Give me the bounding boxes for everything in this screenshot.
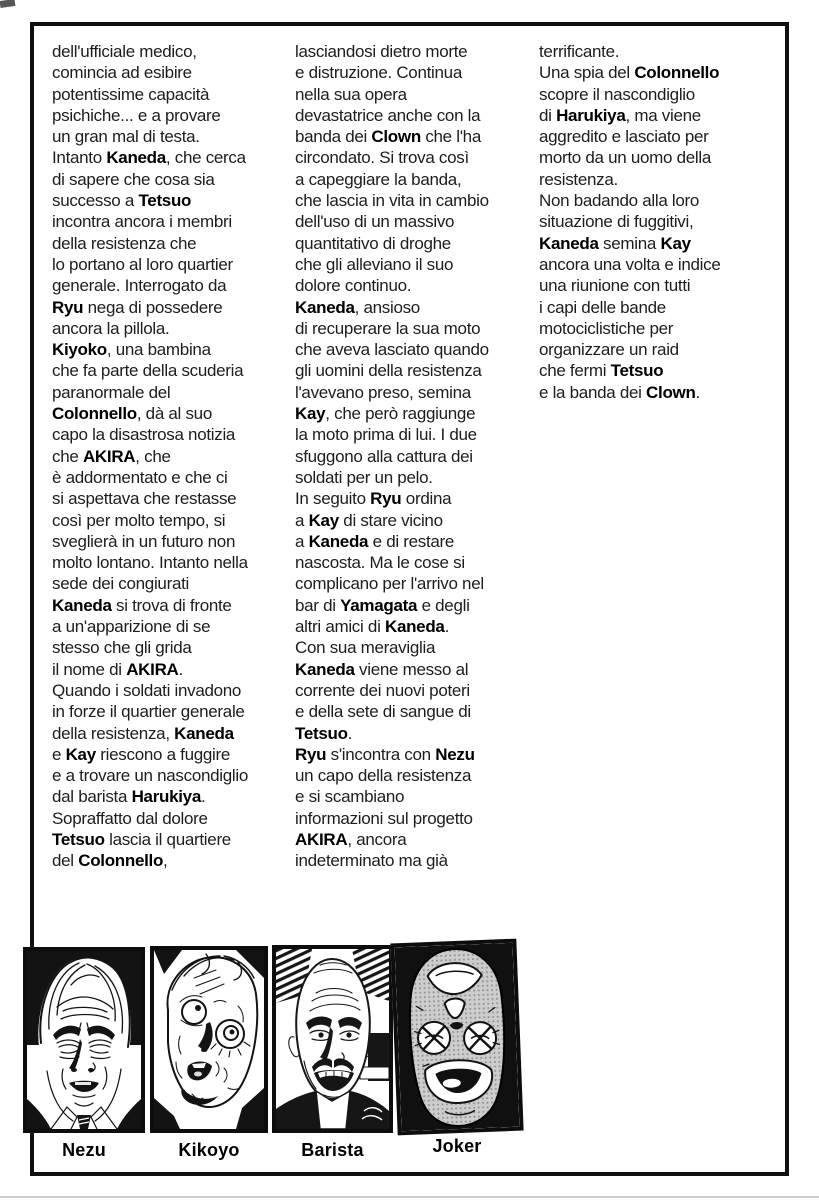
text-segment: dolore continuo. [295, 276, 412, 296]
text-segment: . [178, 659, 183, 679]
text-line [295, 786, 489, 807]
text-line [52, 637, 248, 658]
text-segment: e a trovare un nascondiglio [52, 766, 249, 786]
text-line [295, 297, 489, 318]
text-segment: ordina [401, 489, 452, 509]
text-segment: che fermi [539, 361, 611, 381]
text-segment: situazione di fuggitivi, [539, 212, 694, 232]
text-line [52, 850, 248, 871]
text-segment: di sapere che cosa sia [52, 169, 215, 189]
text-segment: . [444, 617, 450, 637]
text-line [295, 808, 489, 829]
text-segment: che fa parte della scuderia [52, 361, 244, 381]
character-name-bold: Colonnello [634, 63, 720, 83]
character-name-bold: Clown [371, 127, 421, 147]
text-segment: dal barista [52, 787, 132, 807]
text-segment: dell'ufficiale medico, [52, 42, 197, 61]
text-line [539, 254, 721, 275]
text-line [295, 829, 489, 850]
text-line [52, 531, 248, 552]
text-line [52, 446, 248, 467]
character-name-bold: Kiyoko [52, 340, 107, 360]
character-name-bold: Kay [660, 233, 691, 253]
text-line [52, 41, 248, 62]
text-segment: i capi delle bande [539, 297, 666, 317]
text-line [539, 318, 721, 339]
text-line [52, 126, 248, 147]
text-segment: , dà al suo [136, 404, 212, 424]
text-line [295, 531, 489, 552]
text-segment: banda dei [295, 127, 372, 147]
text-segment: , che [135, 446, 171, 466]
text-segment: complicano per l'arrivo nel [295, 574, 484, 594]
character-name-bold: Kaneda [295, 659, 355, 679]
character-name-bold: Tetsuo [52, 829, 105, 849]
text-segment: lasciandosi dietro morte [295, 42, 468, 61]
character-name-bold: Kaneda [308, 531, 369, 551]
text-segment: riescono a fuggire [95, 744, 231, 764]
character-name-bold: Tetsuo [138, 191, 192, 211]
character-name-bold: Kaneda [174, 723, 234, 743]
text-segment: aggredito e lasciato per [539, 127, 709, 147]
text-segment: e [52, 744, 66, 764]
text-line [52, 318, 248, 339]
character-name-bold: Harukiya [556, 105, 626, 125]
character-name-bold: Ryu [295, 744, 327, 764]
text-line [52, 62, 248, 83]
text-segment: . [200, 787, 206, 807]
character-name-bold: Tetsuo [610, 361, 664, 381]
text-line [295, 41, 489, 62]
text-segment: paranormale del [52, 382, 171, 402]
text-line [295, 701, 489, 722]
text-line [295, 595, 489, 616]
text-segment: del [52, 851, 79, 871]
text-segment: nella sua opera [295, 84, 407, 104]
text-segment: semina [598, 233, 661, 253]
text-line [52, 382, 248, 403]
text-segment: , che però raggiunge [325, 404, 476, 424]
text-segment: nega di possedere [83, 297, 223, 317]
text-segment: il nome di [52, 659, 127, 679]
text-segment: altri amici di [295, 617, 385, 637]
character-name-bold: Ryu [52, 297, 84, 317]
text-line [52, 169, 248, 190]
text-line [539, 84, 721, 105]
character-name-bold: Nezu [435, 744, 475, 764]
text-line [295, 339, 489, 360]
text-line [52, 147, 248, 168]
text-segment: e si scambiano [295, 787, 405, 807]
text-segment: soldati per un pelo. [295, 467, 433, 487]
text-segment: . [347, 723, 353, 743]
text-segment: di recuperare la sua moto [295, 318, 481, 338]
text-segment: l'avevano preso, semina [295, 382, 471, 402]
text-line [295, 84, 489, 105]
character-name-bold: Tetsuo [295, 723, 348, 743]
text-segment: indeterminato ma già [295, 851, 448, 871]
text-segment: resistenza. [539, 169, 618, 189]
text-line [295, 637, 489, 658]
text-line [52, 786, 248, 807]
text-segment: così per molto tempo, si [52, 510, 226, 530]
text-segment: che lascia in vita in cambio [295, 191, 489, 211]
text-segment: generale. Interrogato da [52, 276, 227, 296]
character-name-bold: Ryu [370, 489, 402, 509]
character-name-bold: AKIRA [295, 829, 348, 849]
text-segment: Quando i soldati invadono [52, 680, 242, 700]
text-segment: scopre il nascondiglio [539, 84, 695, 104]
joker-face-illustration [395, 943, 520, 1131]
text-line [295, 169, 489, 190]
text-segment: . [695, 382, 700, 402]
character-name-bold: Clown [646, 382, 696, 402]
scan-artifact-smudge [0, 0, 15, 8]
text-line [295, 446, 489, 467]
text-segment: che gli alleviano il suo [295, 254, 454, 274]
text-segment: si aspettava che restasse [52, 489, 237, 509]
text-line [295, 723, 489, 744]
portrait-label-barista: Barista [301, 1140, 364, 1160]
text-line [539, 275, 721, 296]
text-line [295, 190, 489, 211]
kikoyo-face-illustration [154, 950, 264, 1129]
portrait-label-kikoyo: Kikoyo [178, 1140, 240, 1160]
text-line [52, 595, 248, 616]
text-line [295, 382, 489, 403]
text-line [539, 62, 721, 83]
text-segment: circondato. Si trova così [295, 148, 469, 168]
text-line [52, 744, 248, 765]
text-line [539, 339, 721, 360]
text-line [52, 808, 248, 829]
text-segment: , ancora [347, 829, 407, 849]
text-segment: e degli [417, 595, 470, 615]
nezu-face-illustration [27, 951, 141, 1129]
text-line [539, 382, 721, 403]
text-segment: lo portano al loro quartier [52, 254, 233, 274]
text-line [295, 765, 489, 786]
text-segment: sede dei congiurati [52, 574, 190, 594]
text-line [295, 616, 489, 637]
text-line [52, 233, 248, 254]
text-line [295, 403, 489, 424]
text-segment: viene messo al [354, 659, 469, 679]
portrait-nezu [23, 947, 145, 1133]
text-segment: morto da un uomo della [539, 148, 712, 168]
text-segment: a [295, 510, 309, 530]
text-segment: ancora una volta e indice [539, 254, 721, 274]
text-segment: quantitativo di droghe [295, 233, 451, 253]
text-line [295, 126, 489, 147]
text-line [539, 41, 721, 62]
character-name-bold: Colonnello [52, 404, 137, 424]
text-segment: che [52, 446, 83, 466]
text-segment: bar di [295, 595, 341, 615]
text-segment: , [163, 851, 168, 871]
text-segment: ancora la pillola. [52, 318, 170, 338]
text-segment: Sopraffatto dal dolore [52, 808, 208, 828]
text-line [52, 297, 248, 318]
text-line [539, 105, 721, 126]
text-segment: e distruzione. Continua [295, 63, 462, 83]
text-line [539, 211, 721, 232]
text-line [295, 552, 489, 573]
text-line [52, 723, 248, 744]
text-line [52, 701, 248, 722]
text-line [295, 424, 489, 445]
text-line [52, 424, 248, 445]
text-line [295, 744, 489, 765]
text-line [295, 62, 489, 83]
text-segment: stesso che gli grida [52, 638, 192, 658]
character-name-bold: Kaneda [539, 233, 599, 253]
text-segment: , ansioso [354, 297, 420, 317]
text-segment: capo la disastrosa notizia [52, 425, 236, 445]
text-line [52, 254, 248, 275]
text-line [295, 318, 489, 339]
text-segment: terrificante. [539, 42, 620, 61]
text-line [295, 680, 489, 701]
text-segment: successo a [52, 191, 139, 211]
character-name-bold: Kay [308, 510, 339, 530]
text-segment: si trova di fronte [111, 595, 232, 615]
text-line [295, 850, 489, 871]
text-segment: di [539, 105, 557, 125]
text-line [52, 488, 248, 509]
text-segment: comincia ad esibire [52, 63, 192, 83]
text-line [52, 829, 248, 850]
text-line [52, 659, 248, 680]
text-line [295, 467, 489, 488]
portrait-label-joker: Joker [432, 1136, 482, 1156]
text-segment: in forze il quartier generale [52, 702, 245, 722]
text-segment: , una bambina [106, 340, 211, 360]
text-segment: devastatrice anche con la [295, 105, 481, 125]
text-line [52, 573, 248, 594]
text-line [52, 616, 248, 637]
text-segment: a un'apparizione di se [52, 617, 211, 637]
text-segment: sfuggono alla cattura dei [295, 446, 473, 466]
text-segment: e la banda dei [539, 382, 647, 402]
text-line [52, 403, 248, 424]
text-column-1 [52, 41, 248, 872]
text-line [52, 84, 248, 105]
text-segment: e della sete di sangue di [295, 702, 471, 722]
text-line [295, 233, 489, 254]
text-line [295, 105, 489, 126]
text-segment: Con sua meraviglia [295, 638, 436, 658]
text-segment: motociclistiche per [539, 318, 674, 338]
portrait-label-nezu: Nezu [62, 1140, 106, 1160]
text-line [539, 169, 721, 190]
text-segment: Una spia del [539, 63, 635, 83]
text-line [295, 659, 489, 680]
text-segment: organizzare un raid [539, 340, 679, 360]
text-line [539, 360, 721, 381]
character-name-bold: Harukiya [131, 787, 201, 807]
text-line [539, 190, 721, 211]
text-segment: un gran mal di testa. [52, 127, 200, 147]
text-line [539, 147, 721, 168]
character-name-bold: Kaneda [295, 297, 355, 317]
text-line [52, 510, 248, 531]
portrait-joker [390, 939, 523, 1136]
text-segment: potentissime capacità [52, 84, 210, 104]
text-segment: In seguito [295, 489, 371, 509]
text-line [52, 105, 248, 126]
character-name-bold: Kaneda [384, 617, 445, 637]
text-line [52, 765, 248, 786]
text-line [295, 211, 489, 232]
text-line [52, 680, 248, 701]
text-line [52, 360, 248, 381]
text-line [52, 275, 248, 296]
character-name-bold: Kay [65, 744, 96, 764]
character-name-bold: AKIRA [82, 446, 136, 466]
text-line [52, 190, 248, 211]
text-segment: molto lontano. Intanto nella [52, 553, 248, 573]
text-segment: s'incontra con [326, 744, 436, 764]
portrait-kikoyo [150, 946, 268, 1133]
character-name-bold: Yamagata [340, 595, 418, 615]
text-line [295, 510, 489, 531]
text-segment: , che cerca [165, 148, 246, 168]
text-line [295, 573, 489, 594]
text-segment: , ma viene [625, 105, 701, 125]
character-name-bold: Kaneda [106, 148, 166, 168]
text-segment: che aveva lasciato quando [295, 340, 489, 360]
text-line [295, 147, 489, 168]
text-line [52, 552, 248, 573]
text-segment: di stare vicino [338, 510, 443, 530]
text-segment: e di restare [368, 531, 455, 551]
text-line [295, 488, 489, 509]
text-segment: una riunione con tutti [539, 276, 691, 296]
text-line [539, 297, 721, 318]
text-segment: della resistenza che [52, 233, 197, 253]
text-line [295, 360, 489, 381]
text-segment: a [295, 531, 309, 551]
text-segment: è addormentato e che ci [52, 467, 228, 487]
character-name-bold: Colonnello [78, 851, 164, 871]
text-segment: informazioni sul progetto [295, 808, 473, 828]
character-name-bold: AKIRA [126, 659, 179, 679]
text-segment: un capo della resistenza [295, 766, 472, 786]
text-column-3 [539, 41, 721, 403]
text-segment: Non badando alla loro [539, 191, 700, 211]
text-segment: della resistenza, [52, 723, 175, 743]
portrait-barista [272, 945, 393, 1133]
text-column-2 [295, 41, 489, 872]
text-line [52, 339, 248, 360]
text-line [295, 275, 489, 296]
text-segment: gli uomini della resistenza [295, 361, 482, 381]
text-segment: incontra ancora i membri [52, 212, 232, 232]
text-segment: la moto prima di lui. I due [295, 425, 477, 445]
text-segment: dell'uso di un massivo [295, 212, 455, 232]
character-name-bold: Kaneda [52, 595, 112, 615]
barista-face-illustration [276, 949, 389, 1129]
text-line [539, 233, 721, 254]
text-segment: a capeggiare la banda, [295, 169, 462, 189]
text-line [539, 126, 721, 147]
text-segment: Intanto [52, 148, 107, 168]
text-segment: psichiche... e a provare [52, 105, 221, 125]
text-line [295, 254, 489, 275]
text-segment: nascosta. Ma le cose si [295, 553, 465, 573]
character-name-bold: Kay [295, 404, 326, 424]
text-segment: che l'ha [420, 127, 481, 147]
text-segment: sveglierà in un futuro non [52, 531, 236, 551]
scan-artifact-bottom-line [0, 1196, 819, 1198]
text-segment: corrente dei nuovi poteri [295, 680, 470, 700]
text-segment: lascia il quartiere [104, 829, 231, 849]
text-line [52, 467, 248, 488]
text-line [52, 211, 248, 232]
